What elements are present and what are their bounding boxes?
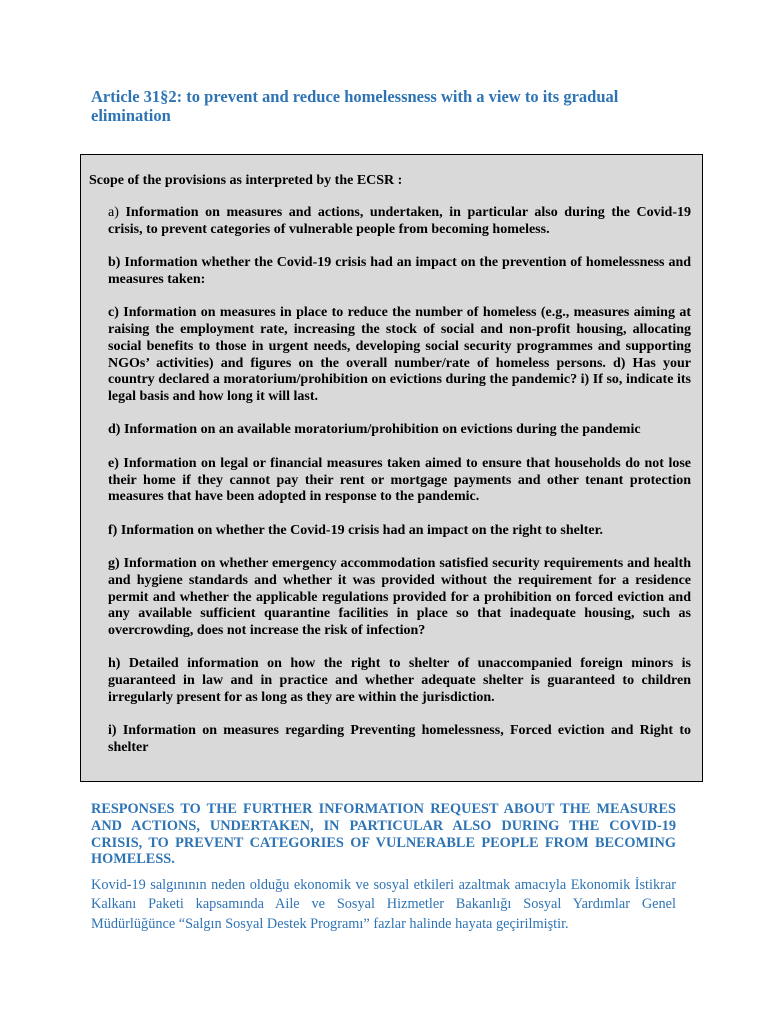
scope-item-prefix: f)	[108, 522, 118, 538]
scope-item-i	[108, 723, 691, 757]
scope-item-prefix: h)	[108, 656, 121, 672]
scope-box	[80, 154, 703, 782]
scope-title: Scope of the provisions as interpreted by the ECSR :	[89, 173, 403, 188]
scope-item-text: Information on whether emergency accommodation satisfied security requirements and health and hygiene standards and whether it was provided without the requirement for a residence permit and whether the applicable regulations provided for a prohibition on forced eviction and any available sufficient quarantine facilities in place so that inadequate housing, such as overcrowding, does not increase the risk of infection?	[108, 555, 691, 639]
scope-item-prefix: a)	[108, 205, 119, 220]
scope-item-text: Detailed information on how the right to shelter of unaccompanied foreign minors is guaranteed in law and in practice and whether adequate shelter is guaranteed to children irregularly present for as long as they are within the jurisdiction.	[108, 656, 692, 706]
scope-item-d	[108, 422, 691, 439]
scope-item-text: Information on an available moratorium/prohibition on evictions during the pandemic	[123, 422, 641, 438]
scope-item-text: Information on legal or financial measures taken aimed to ensure that households do not lose their home if they cannot pay their rent or mortgage payments and other tenant protection measures that have been adopted in response to the pandemic.	[108, 455, 691, 505]
scope-item-text: Information on measures in place to reduce the number of homeless (e.g., measures aiming at raising the employment rate, increasing the stock of social and non-profit housing, allocating social benefits to those in urgent needs, developing social security programmes and supporting NGOs’ activities) and figures on the overall number/rate of homeless persons. d) Has your country declared a moratorium/prohibition on evictions during the pandemic? i) If so, indicate its legal basis and how long it will last.	[108, 305, 692, 405]
scope-item-prefix: b)	[108, 255, 121, 271]
scope-item-prefix: d)	[108, 422, 121, 438]
responses-heading: RESPONSES TO THE FURTHER INFORMATION REQUEST ABOUT THE MEASURES AND ACTIONS, UNDERTAKEN, IN PARTICULAR ALSO DURING THE COVID-19 CRISIS, TO PREVENT CATEGORIES OF VULNERABLE PEOPLE FROM BECOMING HOMELESS.	[91, 801, 676, 868]
scope-item-prefix: e)	[108, 455, 119, 471]
scope-item-a	[108, 205, 691, 239]
article-heading: Article 31§2: to prevent and reduce homelessness with a view to its gradual elimination	[91, 87, 619, 125]
scope-item-text: Information whether the Covid-19 crisis had an impact on the prevention of homelessness and measures taken:	[108, 255, 692, 287]
scope-item-text: Information on measures and actions, undertaken, in particular also during the Covid-19 crisis, to prevent categories of vulnerable people from becoming homeless.	[108, 205, 691, 237]
scope-item-f	[108, 523, 691, 540]
scope-item-prefix: i)	[108, 723, 117, 739]
scope-item-e	[108, 456, 691, 506]
scope-item-prefix: g)	[108, 555, 120, 571]
scope-item-text: Information on measures regarding Preventing homelessness, Forced eviction and Right to shelter	[108, 723, 692, 756]
scope-item-text: Information on whether the Covid-19 crisis had an impact on the right to shelter.	[120, 522, 604, 538]
scope-item-b	[108, 255, 691, 289]
responses-body: Kovid-19 salgınının neden olduğu ekonomik ve sosyal etkileri azaltmak amacıyla Ekonomik İstikrar Kalkanı Paketi kapsamında Aile ve Sosyal Hizmetler Bakanlığı Sosyal Yardımlar Genel Müdürlüğünce “Salgın Sosyal Destek Programı” fazlar halinde hayata geçirilmiştir.	[91, 877, 676, 932]
scope-item-c	[108, 305, 691, 406]
scope-item-g	[108, 556, 691, 640]
scope-item-h	[108, 656, 691, 706]
scope-item-prefix: c)	[108, 305, 119, 321]
